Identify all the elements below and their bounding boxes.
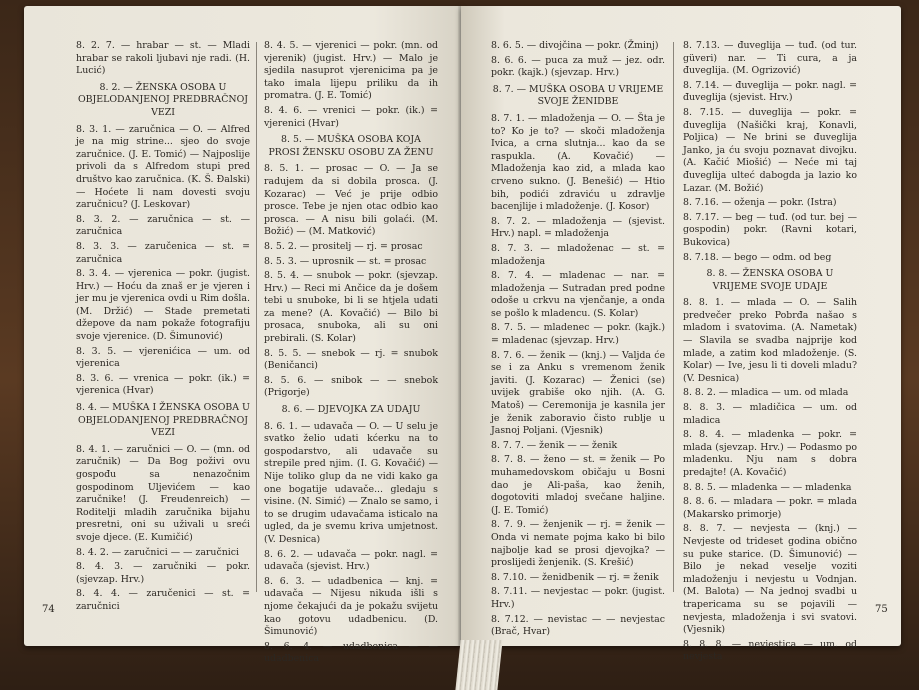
dictionary-entry: 8. 7. 6. — ženik — (knj.) — Valjda će se i za Anku s vremenom ženik javiti. (J. Kozarac) — Ženici (se) uvijek grabiše oko njih. (A. G. Matoš) — Ceremonija je kasnila jer je ženik zaboravio čisto rublje u Jasnoj Poljani. (Vjesnik): [491, 349, 665, 437]
section-heading: 8. 8. — ŽENSKA OSOBA U VRIJEME SVOJE UDAJE: [706, 268, 834, 292]
dictionary-entry: 8. 8. 6. — mladara — pokr. = mlada (Makarsko primorje): [683, 496, 857, 520]
page-number: 74: [42, 604, 55, 615]
dictionary-entry: 8. 8. 2. — mladica — um. od mlada: [683, 387, 849, 399]
dictionary-entry: 8. 7. 5. — mladenec — pokr. (kajk.) = mladenac (sjevzap. Hrv.): [491, 322, 665, 347]
dictionary-entry: 8. 5. 1. — prosac — O. — Ja se radujem da si dobila prosca. (J. Kozarac) — Već je prije odbio prosce. Tebe je njen otac odbio kao prosca. — A nisu bili golaći. (M. Božić) — (M. Matković): [264, 163, 438, 238]
column-divider: [673, 42, 674, 592]
dictionary-entry: 8. 7.10. — ženidbenik — rj. = ženik: [491, 571, 659, 583]
dictionary-entry: 8. 8. 7. — nevjesta — (knj.) — Nevjeste od trideset godina obično su puke starice. (D. Šimunović) — Bilo je nekad veselje voziti mladoženju i nevjestu u Vodnjan. (M. Balota) — Na jednoj svadbi u trapericama su se pojavili — nevjesta, mladoženja i svi svatovi. (Vjesnik): [683, 523, 857, 636]
dictionary-entry: 8. 7.18. — bego — odm. od beg: [683, 251, 832, 263]
dictionary-entry: 8. 8. 5. — mladenka — — mladenka: [683, 481, 852, 493]
bookmark-ribbon: [455, 640, 502, 690]
dictionary-entry: 8. 4. 3. — zaručniki — pokr. (sjevzap. Hrv.): [76, 561, 250, 585]
dictionary-entry: 8. 8. 4. — mladenka — pokr. = mlada (sjevzap. Hrv.) — Podasmo po mladenku. Nju nam s dobra predajte! (A. Kovačić): [683, 429, 857, 478]
dictionary-entry: 8. 6. 5. — divojčina — pokr. (Žminj): [491, 40, 659, 51]
dictionary-entry: 8. 7.17. — beg — tuđ. (od tur. bej — gospodin) pokr. (Ravni kotari, Bukovica): [683, 211, 857, 248]
dictionary-entry: 8. 5. 5. — snebok — rj. = snubok (Beničanci): [264, 347, 438, 372]
dictionary-entry: 8. 7. 2. — mladoženja — (sjevist. Hrv.) napl. = mladoženja: [491, 215, 665, 240]
dictionary-entry: 8. 3. 4. — vjerenica — pokr. (jugist. Hrv.) — Hoću da znaš er je vjeren i jer mu je vjerenica ovdi u Rim došla. (M. Držić) — Stade premetati džepove da nam pokaže fotografiju svoje vjerenice. (D. Šimunović): [76, 268, 250, 343]
dictionary-entry: 8. 6. 3. — udadbenica — knj. = udavača — Nijesu nikuda išli s njome čekajući da je pokažu svijetu kao gotovu udadbenicu. (D. Šimunović): [264, 575, 438, 638]
dictionary-entry: 8. 7.14. — đuveglija — pokr. nagl. = đuveglija (sjevist. Hrv.): [683, 79, 857, 104]
right-page: [461, 6, 901, 663]
dictionary-entry: 8. 6. 1. — udavača — O. — U selu je svatko želio udati kćerku na to gospodarstvo, ali udavače su strepile pred njim. (I. G. Kovačić) — Nije toliko glup da ne vidi kako ga one bogatije udavače... gledaju s visine. (N. Simić) — Znalo se samo, i to se drugim udavačama isticalo na ugled, da je svemu kriva umjetnost. (V. Desnica): [264, 420, 438, 545]
dictionary-entry: 8. 6. 4. — udadbenica — — udadbenica: [264, 640, 438, 665]
dictionary-entry: 8. 4. 5. — vjerenici — pokr. (mn. od vjerenik) (jugist. Hrv.) — Malo je sjedila nasuprot vjerenicima pa je tako imala lijepu priliku da ih promatra. (J. E. Tomić): [264, 40, 438, 102]
dictionary-entry: 8. 4. 1. — zaručnici — O. — (mn. od zaručnik) — Da Bog poživi ovu gospođu sa nenazočnim gospodinom Ulјevićem — kao zaručnike! (J. Freudenreich) — Roditelji mladih zaručnika bijahu presretni, oni su uživali u sreći svoje djece. (E. Kumičić): [76, 443, 250, 543]
dictionary-entry: 8. 3. 6. — vrenica — pokr. (ik.) = vjerenica (Hvar): [76, 372, 250, 397]
left-page-column-2: [264, 40, 438, 665]
dictionary-entry: 8. 7.16. — oženja — pokr. (Istra): [683, 197, 837, 209]
right-page-column-1: [491, 40, 665, 638]
dictionary-entry: 8. 6. 6. — puca za muž — jez. odr. pokr. (kajk.) (sjevzap. Hrv.): [491, 54, 665, 79]
dictionary-entry: 8. 7. 8. — ženo — st. = ženik — Po muhamedovskom običaju u Bosni dao je Ali-paša, kao ženih, dogotoviti mladoj svečane haljine. (J. E. Tomić): [491, 454, 665, 516]
dictionary-entry: 8. 7. 4. — mladenac — nar. = mladoženja — Sutradan pred podne odoše u crkvu na vjenčanje, a onda se pošlo k mladencu. (S. Kolar): [491, 270, 665, 319]
dictionary-entry: 8. 3. 5. — vjerenićica — um. od vjerenica: [76, 345, 250, 370]
dictionary-entry: 8. 4. 6. — vrenici — pokr. (ik.) = vjerenici (Hvar): [264, 104, 438, 129]
dictionary-entry: 8. 2. 7. — hrabar — st. — Mladi hrabar se rakoli ljubavi nje radi. (H. Lucić): [76, 40, 250, 77]
dictionary-entry: 8. 7. 1. — mladoženja — O. — Šta je to? Ko je to? — skoči mladoženja Ivica, a crna slutnja... kao da se raspukla. (A. Kovačić) — Mladoženja kao zid, a mlada kao crveno sukno. (J. Benešić) — Htio bih, podići zdraviću u zdravlje bacenjlije i mladoženje. (J. Kosor): [491, 112, 665, 213]
dictionary-entry: 8. 3. 2. — zaručnica — st. — zaručnica: [76, 213, 250, 238]
section-heading: 8. 7. — MUŠKA OSOBA U VRIJEME SVOJE ŽENIDBE: [492, 83, 664, 108]
section-heading: 8. 6. — DJEVOJKA ZA UDAJU: [281, 404, 421, 416]
dictionary-entry: 8. 5. 4. — snubok — pokr. (sjevzap. Hrv.) — Reci mi Ančice da je došem tebi u snuboke, bi li se htjela udati za mene? (A. Kovačić) — Bilo bi prosaca, snuboka, ali su oni prebirali. (S. Kolar): [264, 270, 438, 345]
left-page: [24, 6, 461, 665]
column-divider: [256, 42, 257, 592]
dictionary-entry: 8. 5. 6. — snibok — — snebok (Prigorje): [264, 374, 438, 399]
dictionary-entry: 8. 5. 2. — prositelj — rj. = prosac: [264, 240, 423, 252]
section-heading: 8. 2. — ŽENSKA OSOBA U OBJELODANJENOJ PREDBRAČNOJ VEZI: [77, 81, 249, 118]
page-number: 75: [875, 604, 888, 615]
left-page-column-1: [76, 40, 250, 612]
dictionary-entry: 8. 7. 9. — ženjenik — rj. = ženik — Onda vi nemate pojma kako bi bilo najbolje kad se prosi djevojka? — proslijedi ženjenik. (S. Krešić): [491, 519, 665, 569]
dictionary-entry: 8. 7.12. — nevistac — — nevjestac (Brač, Hvar): [491, 613, 665, 638]
dictionary-entry: 8. 7.15. — duveglija — pokr. = đuveglija (Našički kraj, Konavli, Poljica) — Ne brini se đuveglija Janko, ja ću svoju poznavat divojku. (A. Kačić Miošić) — Neće mi taj đuveglija ulteć dabogda ja lazio ko Lazar. (M. Božić): [683, 106, 857, 194]
dictionary-entry: 8. 3. 3. — zaručenica — st. = zaručnica: [76, 240, 250, 265]
section-heading: 8. 4. — MUŠKA I ŽENSKA OSOBA U OBJELODANJENOJ PREDBRAČNOJ VEZI: [76, 402, 250, 439]
dictionary-entry: 8. 4. 2. — zaručnici — — zaručnici: [76, 546, 239, 558]
dictionary-entry: 8. 8. 1. — mlada — O. — Salih predvečer preko Pobrđa našao s mladom i svatovima. (A. Nametak) — Slavila se svadba najprije kod mlade, a zatim kod mladoženje. (S. Kolar) — Ive, jesu li ti doveli mladu? (V. Desnica): [683, 297, 857, 384]
dictionary-entry: 8. 8. 3. — mladičica — um. od mladica: [683, 402, 857, 426]
dictionary-entry: 8. 5. 3. — uprosnik — st. = prosac: [264, 255, 427, 267]
dictionary-entry: 8. 7.13. — đuveglija — tuđ. (od tur. güveri) nar. — Ti cura, a ja đuveglija. (M. Ogrizović): [683, 40, 857, 77]
dictionary-entry: 8. 8. 8. — nevjestica — um. od nevjesta: [683, 638, 857, 663]
dictionary-entry: 8. 3. 1. — zaručnica — O. — Alfred je na mig strine... sjeo do svoje zaručnice. (J. E. Tomić) — Najposlije privoli da s Alfredom stupi pred društvo kao zaručnica. (K. Š. Đalski) — Hoćete li nam dovesti svoju zaručnicu? (J. Leskovar): [76, 123, 250, 211]
dictionary-entry: 8. 7.11. — nevjestac — pokr. (jugist. Hrv.): [491, 586, 665, 610]
dictionary-entry: 8. 4. 4. — zaručenici — st. = zaručnici: [76, 588, 250, 612]
right-page-column-2: [683, 40, 857, 663]
dictionary-entry: 8. 6. 2. — udavača — pokr. nagl. = udavača (sjevist. Hrv.): [264, 548, 438, 573]
dictionary-entry: 8. 7. 3. — mladoženac — st. = mladoženja: [491, 242, 665, 267]
section-heading: 8. 5. — MUŠKA OSOBA KOJA PROSI ŽENSKU OSOBU ZA ŽENU: [268, 134, 434, 158]
dictionary-entry: 8. 7. 7. — ženik — — ženik: [491, 439, 618, 451]
